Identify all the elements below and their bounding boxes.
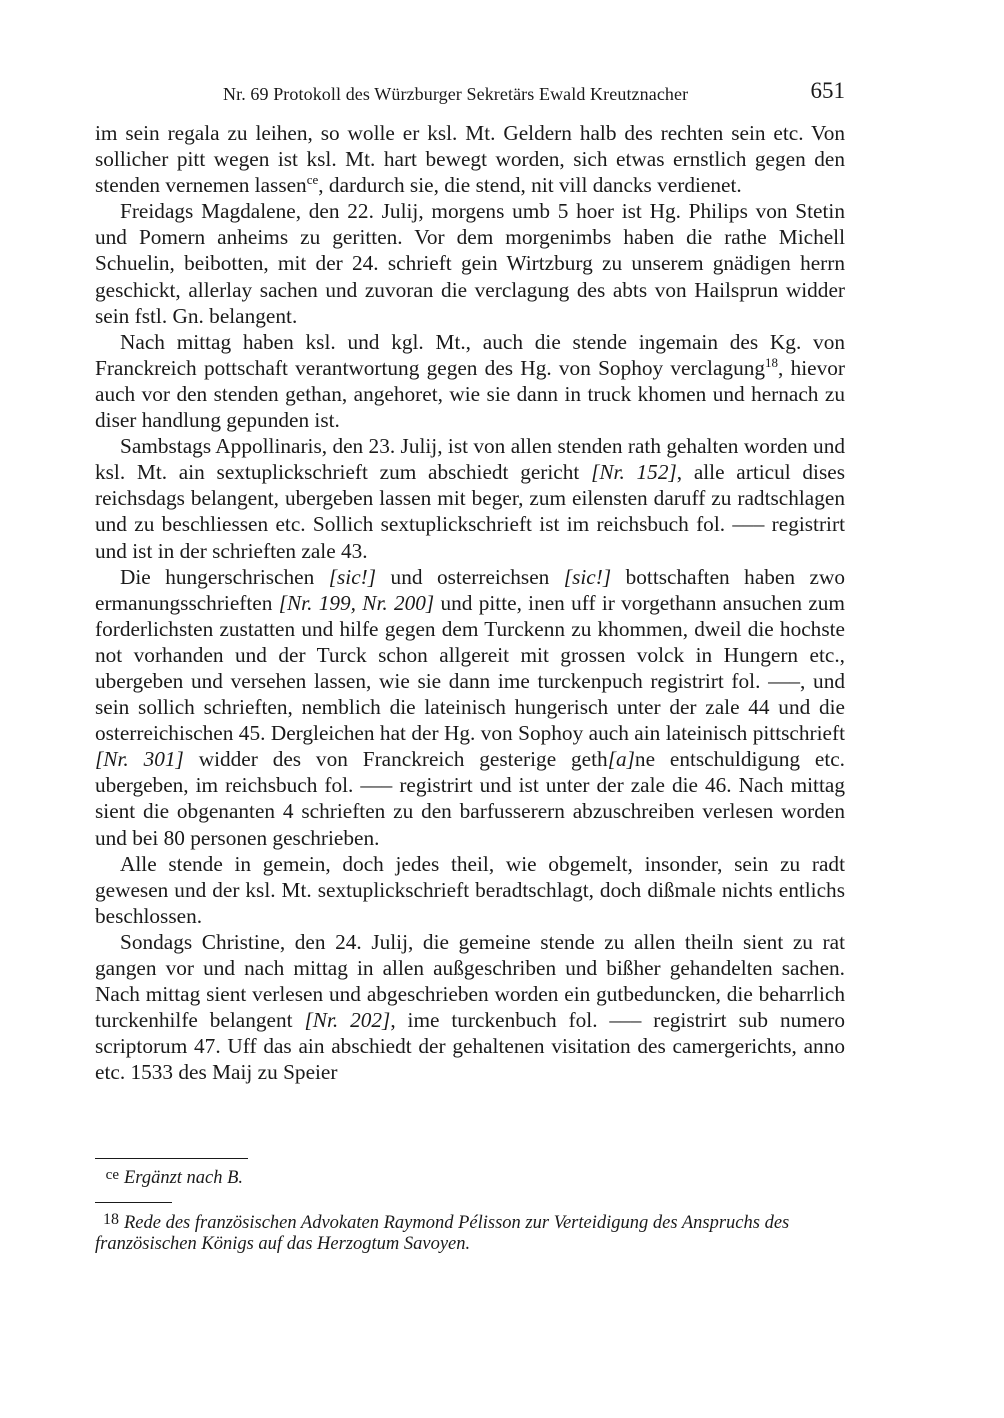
text-run: Nach mittag haben ksl. und kgl. Mt., auch die stende ingemain des Kg. von Franckreich pottschaft verantwortung gegen des Hg. von Sophoy verclagung bbox=[95, 329, 845, 380]
footnote-mark: ce bbox=[105, 1167, 119, 1183]
text-run: Sambstags Appollinaris, den 23. Julij, ist von allen stenden rath gehalten worden und ksl. Mt. ain sextuplickschrieft zum abschiedt gericht bbox=[95, 434, 845, 485]
editorial-reference: [Nr. 301] bbox=[95, 747, 184, 772]
editorial-reference: [Nr. 199, Nr. 200] bbox=[278, 590, 435, 615]
text-run: , alle articul dises reichsdags belangent, ubergeben lassen mit beger, zum eilensten daruff zu radtschlagen und zu beschliessen etc. Sollich sextuplickschrieft ist im reichsbuch fol. ––– registrirt und ist in der schrieften zale 43. bbox=[95, 460, 845, 563]
paragraph bbox=[95, 198, 845, 328]
text-run: und pitte, inen uff ir vorgethann ansuchen zum forderlichsten zustatten und hilfe gegen dem Turckenn zu khommen, dweil die hochste not vorhanden und der Turck schon allgereit mit grossen volck in Hungern etc., ubergeben und versehen lassen, wie sie dann ime turckenpuch registrirt fol. –––, und sein sollich schrieften, nemblich die lateinisch hungerisch unter der zale 44 und die osterreichischen 45. Dergleichen hat der Hg. von Sophoy auch ain lateinisch pittschrieft bbox=[95, 590, 845, 746]
paragraph bbox=[95, 120, 845, 198]
text-run: bottschaften haben zwo ermanungsschrieften bbox=[95, 564, 845, 615]
editorial-reference: [sic!] bbox=[328, 564, 377, 589]
editorial-reference: [Nr. 152] bbox=[591, 460, 677, 485]
text-run: ne entschuldigung etc. ubergeben, im reichsbuch fol. ––– registrirt und ist unter der zale die 46. Nach mittag sient die obgenanten 4 schrieften zu den barfusserern abzuschreiben verlesen worden und bei 80 personen geschrieben. bbox=[95, 747, 846, 850]
page-number: 651 bbox=[810, 78, 845, 103]
text-run: im sein regala zu leihen, so wolle er ksl. Mt. Geldern halb des rechten sein etc. Von sollicher pitt wegen ist ksl. Mt. hart bewegt worden, sich etwas ernstlich gegen den stenden vernemen lassen bbox=[95, 121, 845, 198]
text-run: Freidags Magdalene, den 22. Julij, morgens umb 5 hoer ist Hg. Philips von Stetin und Pomern anheims zu geritten. Vor dem morgenimbs haben die rathe Michell Schuelin, beibotten, mit der 24. schrieft gein Wirtzburg zu unserem gnädigen herrn geschickt, allerlay sachen und zuvoran die verclagung des abts von Hailsprun widder sein fstl. Gn. belangent. bbox=[95, 199, 845, 328]
paragraph bbox=[95, 564, 845, 851]
footnote-text: Rede des französischen Advokaten Raymond Pélisson zur Verteidigung des Anspruchs des französischen Königs auf das Herzogtum Savoyen. bbox=[95, 1213, 790, 1254]
running-title: Nr. 69 Protokoll des Würzburger Sekretärs Ewald Kreutznacher bbox=[223, 84, 689, 104]
editorial-reference: [Nr. 202] bbox=[304, 1008, 391, 1033]
footnote-reference: 18 bbox=[765, 354, 779, 370]
text-run: , ime turckenbuch fol. ––– registrirt sub numero scriptorum 47. Uff das ain abschiedt der gehaltenen visitation des camergerichts, anno etc. 1533 des Maij zu Speier bbox=[95, 1008, 845, 1085]
text-run: Sondags Christine, den 24. Julij, die gemeine stende zu allen theiln sient zu rat gangen vor und nach mittag in allen außgeschriben und bißher gehandelten sachen. Nach mittag sient verlesen und abgeschrieben worden ein gutbeduncken, die beharrlich turckenhilfe belangent bbox=[95, 929, 845, 1033]
body-text bbox=[95, 120, 845, 1085]
editorial-reference: [a] bbox=[607, 747, 635, 772]
editorial-reference: [sic!] bbox=[563, 564, 612, 589]
text-run: Alle stende in gemein, doch jedes theil, wie obgemelt, insonder, sein zu radt gewesen und der ksl. Mt. sextuplickschrieft beradtschlagt, doch dißmale nichts entlichs beschlossen. bbox=[95, 851, 845, 928]
running-header bbox=[95, 78, 845, 108]
footnote-mark: 18 bbox=[103, 1211, 119, 1228]
footnote-apparatus bbox=[95, 1165, 845, 1189]
footnote-text: Ergänzt nach B. bbox=[124, 1168, 244, 1188]
footnote-reference: ce bbox=[306, 172, 319, 188]
footnote-rule-commentary bbox=[95, 1202, 172, 1203]
paragraph bbox=[95, 929, 845, 1086]
text-run: , hievor auch vor den stenden gethan, angehoret, wie sie dann in truck khomen und hernach zu diser handlung gepunden ist. bbox=[95, 355, 846, 433]
paragraph bbox=[95, 851, 845, 929]
text-run: , dardurch sie, die stend, nit vill dancks verdienet. bbox=[318, 173, 742, 198]
footnote-rule-apparatus bbox=[95, 1158, 248, 1159]
footnote-commentary bbox=[95, 1209, 845, 1255]
text-run: widder des von Franckreich gesterige geth bbox=[183, 747, 608, 772]
text-run: und osterreichsen bbox=[376, 564, 564, 589]
paragraph bbox=[95, 433, 845, 563]
text-run: Die hungerschrischen bbox=[120, 564, 329, 589]
paragraph bbox=[95, 329, 845, 433]
